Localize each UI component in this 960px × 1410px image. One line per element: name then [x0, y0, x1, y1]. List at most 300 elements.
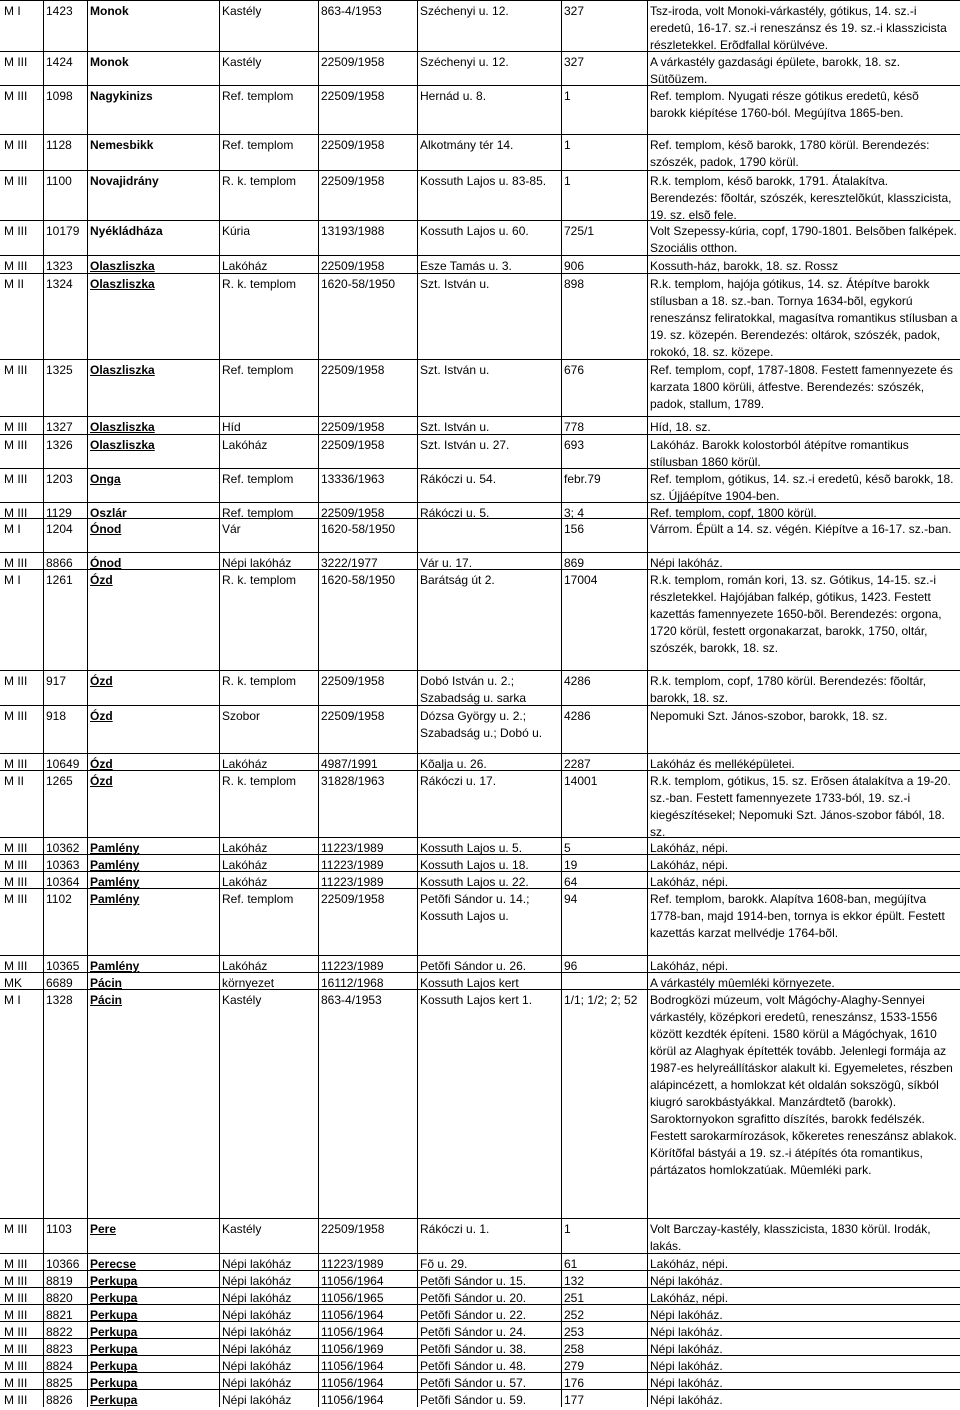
- monument-type-cell: Népi lakóház: [222, 1257, 292, 1271]
- settlement-cell: Pamlény: [90, 858, 140, 872]
- id-cell: 8825: [46, 1376, 73, 1390]
- column-divider: [417, 360, 418, 417]
- lot-number-cell: 676: [564, 363, 585, 377]
- description-cell: R.k. templom, hajója gótikus, 14. sz. Átépítve barokk stílusban a 18. sz.-ban. Tornya 1634-bõl, egykorú reneszánsz feliratokkal, magasítva romantikus stílusban a 19. sz. közepén. Berendezés: oltárok, szószék, padok, rokokó, 18. sz. közepe.: [650, 277, 958, 359]
- description-cell: Ref. templom, késõ barokk, 1780 körül. Berendezés: szószék, padok, 1790 körül.: [650, 138, 930, 169]
- column-divider: [219, 171, 220, 221]
- description-cell: Lakóház, népi.: [650, 858, 729, 872]
- column-divider: [87, 1305, 88, 1322]
- settlement-cell: Pamlény: [90, 892, 140, 906]
- column-divider: [87, 86, 88, 135]
- id-cell: 918: [46, 709, 67, 723]
- column-divider: [417, 671, 418, 706]
- id-cell: 1129: [46, 506, 72, 520]
- column-divider: [219, 1373, 220, 1390]
- column-divider: [219, 503, 220, 519]
- column-divider: [87, 469, 88, 503]
- id-cell: 1100: [46, 174, 72, 188]
- column-divider: [417, 221, 418, 256]
- address-cell: Petõfi Sándor u. 48.: [420, 1359, 527, 1373]
- monument-type-cell: Népi lakóház: [222, 1359, 292, 1373]
- id-cell: 10179: [46, 224, 80, 238]
- table-row: [0, 1304, 960, 1322]
- column-divider: [219, 671, 220, 706]
- address-cell: Kossuth Lajos u. 83-85.: [420, 174, 547, 188]
- column-divider: [561, 990, 562, 1219]
- column-divider: [417, 1219, 418, 1254]
- column-divider: [219, 956, 220, 973]
- id-cell: 6689: [46, 976, 73, 990]
- monument-type-cell: Ref. templom: [222, 138, 294, 152]
- id-cell: 10365: [46, 959, 80, 973]
- lot-number-cell: 14001: [564, 774, 598, 788]
- lot-number-cell: 251: [564, 1291, 585, 1305]
- address-cell: Petõfi Sándor u. 15.: [420, 1274, 527, 1288]
- column-divider: [417, 754, 418, 771]
- column-divider: [417, 435, 418, 469]
- address-cell: Kossuth Lajos kert 1.: [420, 993, 533, 1007]
- column-divider: [417, 838, 418, 855]
- column-divider: [219, 469, 220, 503]
- decree-cell: 13193/1988: [321, 224, 385, 238]
- lot-number-cell: 19: [564, 858, 578, 872]
- monument-type-cell: Lakóház: [222, 875, 268, 889]
- settlement-cell: Perkupa: [90, 1325, 138, 1339]
- description-cell: Lakóház, népi.: [650, 1291, 729, 1305]
- description-cell: Kossuth-ház, barokk, 18. sz. Rossz: [650, 259, 839, 273]
- description-cell: Bodrogközi múzeum, volt Mágóchy-Alaghy-Sennyei várkastély, középkori eredetû, reneszánsz, 1533-1556 között kezdték építeni. 1580 körül a Mágóchyak, 1610 körül az Alaghyak építették tovább. Jelenlegi formája az 1987-es helyreállításkor alakult ki. Egyemeletes, részben alápincézett, a homlokzat két oldalán sokszögû, síkból kiugró sarokbástyákkal. Manzárdtetõ (barokk). Saroktornyokon sgrafitto díszítés, barokk fedélszék. Festett sarokarmírozások, kõkeretes reneszánsz ablakok. Körítõfal bástyái a 19. sz.-i átépítés óta romantikus, pártázatos homlokzatúak. Mûemléki park.: [650, 993, 957, 1177]
- id-cell: 1325: [46, 363, 73, 377]
- description-cell: Népi lakóház.: [650, 1274, 723, 1288]
- category-cell: M III: [4, 472, 28, 486]
- settlement-cell: Perkupa: [90, 1376, 138, 1390]
- id-cell: 1098: [46, 89, 73, 103]
- lot-number-cell: 94: [564, 892, 578, 906]
- address-cell: Szt. István u.: [420, 363, 490, 377]
- lot-number-cell: 869: [564, 556, 585, 570]
- column-divider: [219, 1356, 220, 1373]
- description-cell: R.k. templom, késõ barokk, 1791. Átalakítva. Berendezés: fõoltár, szószék, keresztelõkút, klasszicista, 19. sz. elsõ fele.: [650, 174, 952, 222]
- column-divider: [219, 256, 220, 274]
- table-row: [0, 359, 960, 417]
- id-cell: 10362: [46, 841, 80, 855]
- description-cell: Lakóház és melléképületei.: [650, 757, 795, 771]
- column-divider: [417, 52, 418, 86]
- table-row: [0, 1338, 960, 1356]
- column-divider: [43, 1288, 44, 1305]
- table-row: [0, 468, 960, 503]
- decree-cell: 11056/1964: [321, 1359, 384, 1373]
- table-row: [0, 0, 960, 52]
- column-divider: [417, 855, 418, 872]
- monument-type-cell: Ref. templom: [222, 472, 294, 486]
- id-cell: 1324: [46, 277, 73, 291]
- address-cell: Alkotmány tér 14.: [420, 138, 514, 152]
- monument-type-cell: Népi lakóház: [222, 556, 292, 570]
- address-cell: Petõfi Sándor u. 20.: [420, 1291, 527, 1305]
- table-row: [0, 51, 960, 86]
- column-divider: [43, 360, 44, 417]
- lot-number-cell: 1: [564, 174, 571, 188]
- column-divider: [43, 889, 44, 956]
- category-cell: M III: [4, 1308, 28, 1322]
- category-cell: M III: [4, 174, 28, 188]
- id-cell: 10364: [46, 875, 80, 889]
- settlement-cell: Oszlár: [90, 506, 127, 520]
- monument-type-cell: környezet: [222, 976, 275, 990]
- decree-cell: 11056/1964: [321, 1325, 384, 1339]
- column-divider: [87, 256, 88, 274]
- category-cell: M III: [4, 138, 28, 152]
- address-cell: Petõfi Sándor u. 22.: [420, 1308, 527, 1322]
- monument-type-cell: Lakóház: [222, 858, 268, 872]
- table-row: [0, 273, 960, 360]
- column-divider: [87, 1254, 88, 1271]
- description-cell: Népi lakóház.: [650, 1342, 723, 1356]
- column-divider: [43, 1219, 44, 1254]
- id-cell: 1323: [46, 259, 73, 273]
- column-divider: [87, 1219, 88, 1254]
- table-row: [0, 1253, 960, 1271]
- column-divider: [219, 360, 220, 417]
- column-divider: [417, 553, 418, 570]
- decree-cell: 22509/1958: [321, 363, 385, 377]
- table-row: [0, 1389, 960, 1407]
- column-divider: [417, 256, 418, 274]
- lot-number-cell: 725/1: [564, 224, 595, 238]
- column-divider: [417, 86, 418, 135]
- lot-number-cell: 1: [564, 89, 571, 103]
- description-cell: Lakóház, népi.: [650, 959, 729, 973]
- column-divider: [219, 570, 220, 671]
- lot-number-cell: 778: [564, 420, 585, 434]
- monument-type-cell: Népi lakóház: [222, 1291, 292, 1305]
- address-cell: Esze Tamás u. 3.: [420, 259, 512, 273]
- monument-type-cell: Ref. templom: [222, 892, 294, 906]
- monument-type-cell: Kastély: [222, 993, 262, 1007]
- column-divider: [87, 435, 88, 469]
- category-cell: M III: [4, 438, 28, 452]
- lot-number-cell: 5: [564, 841, 571, 855]
- category-cell: M III: [4, 1359, 28, 1373]
- monument-type-cell: Lakóház: [222, 438, 268, 452]
- id-cell: 1424: [46, 55, 73, 69]
- address-cell: Kossuth Lajos u. 22.: [420, 875, 529, 889]
- settlement-cell: Olaszliszka: [90, 363, 155, 377]
- decree-cell: 11223/1989: [321, 858, 384, 872]
- column-divider: [43, 1271, 44, 1288]
- column-divider: [43, 256, 44, 274]
- column-divider: [417, 135, 418, 171]
- monument-type-cell: Népi lakóház: [222, 1342, 292, 1356]
- column-divider: [87, 1390, 88, 1407]
- id-cell: 8826: [46, 1393, 73, 1407]
- monument-type-cell: Kastély: [222, 4, 262, 18]
- description-cell: Lakóház, népi.: [650, 841, 729, 855]
- settlement-cell: Nemesbikk: [90, 138, 154, 152]
- decree-cell: 11223/1989: [321, 841, 384, 855]
- column-divider: [87, 990, 88, 1219]
- description-cell: Ref. templom. Nyugati része gótikus eredetû, késõ barokk kiépítése 1760-ból. Megújítva 1865-ben.: [650, 89, 919, 120]
- column-divider: [43, 838, 44, 855]
- column-divider: [647, 973, 648, 990]
- monument-type-cell: R. k. templom: [222, 174, 297, 188]
- lot-number-cell: 1: [564, 1222, 571, 1236]
- settlement-cell: Perkupa: [90, 1342, 138, 1356]
- address-cell: Hernád u. 8.: [420, 89, 487, 103]
- column-divider: [417, 706, 418, 754]
- id-cell: 8821: [46, 1308, 73, 1322]
- category-cell: M III: [4, 420, 28, 434]
- column-divider: [417, 503, 418, 519]
- description-cell: Várrom. Épült a 14. sz. végén. Kiépítve a 16-17. sz.-ban.: [650, 522, 952, 536]
- id-cell: 1103: [46, 1222, 72, 1236]
- monument-type-cell: Lakóház: [222, 841, 268, 855]
- lot-number-cell: 1/1; 1/2; 2; 52: [564, 993, 638, 1007]
- lot-number-cell: febr.79: [564, 472, 601, 486]
- table-row: [0, 1321, 960, 1339]
- table-row: [0, 989, 960, 1219]
- column-divider: [87, 1288, 88, 1305]
- id-cell: 10366: [46, 1257, 80, 1271]
- description-cell: Népi lakóház.: [650, 556, 723, 570]
- id-cell: 1203: [46, 472, 73, 486]
- decree-cell: 22509/1958: [321, 55, 385, 69]
- monument-type-cell: R. k. templom: [222, 277, 297, 291]
- id-cell: 10363: [46, 858, 80, 872]
- description-cell: Nepomuki Szt. János-szobor, barokk, 18. sz.: [650, 709, 888, 723]
- settlement-cell: Monok: [90, 55, 129, 69]
- monument-type-cell: Híd: [222, 420, 241, 434]
- category-cell: M III: [4, 55, 28, 69]
- column-divider: [43, 274, 44, 360]
- column-divider: [43, 417, 44, 435]
- column-divider: [43, 956, 44, 973]
- description-cell: Népi lakóház.: [650, 1359, 723, 1373]
- description-cell: R.k. templom, gótikus, 15. sz. Erõsen átalakítva a 19-20. sz.-ban. Festett famennyezete 1733-ból, 19. sz.-i kiegészítésekel; Nepomuki Szt. János-szobor fából, 18. sz.: [650, 774, 951, 839]
- address-cell: Szt. István u.: [420, 420, 490, 434]
- settlement-cell: Perecse: [90, 1257, 137, 1271]
- settlement-cell: Ózd: [90, 757, 113, 771]
- lot-number-cell: 252: [564, 1308, 585, 1322]
- column-divider: [417, 274, 418, 360]
- category-cell: MK: [4, 976, 22, 990]
- column-divider: [87, 171, 88, 221]
- description-cell: Lakóház, népi.: [650, 875, 729, 889]
- table-row: [0, 972, 960, 990]
- column-divider: [87, 956, 88, 973]
- decree-cell: 22509/1958: [321, 174, 385, 188]
- lot-number-cell: 693: [564, 438, 585, 452]
- id-cell: 1423: [46, 4, 73, 18]
- monument-type-cell: Népi lakóház: [222, 1393, 292, 1407]
- column-divider: [318, 990, 319, 1219]
- column-divider: [417, 1339, 418, 1356]
- description-cell: Tsz-iroda, volt Monoki-várkastély, gótikus, 14. sz.-i eredetû, 16-17. sz.-i reneszánsz és 19. sz.-i klasszicista részletekkel. Erõdfallal körülvéve.: [650, 4, 947, 52]
- table-row: [0, 888, 960, 956]
- table-row: [0, 854, 960, 872]
- column-divider: [87, 360, 88, 417]
- column-divider: [43, 135, 44, 171]
- monument-type-cell: Vár: [222, 522, 241, 536]
- column-divider: [43, 1339, 44, 1356]
- description-cell: A várkastély gazdasági épülete, barokk, 18. sz. Sütõüzem.: [650, 55, 901, 86]
- column-divider: [219, 1390, 220, 1407]
- column-divider: [43, 771, 44, 838]
- column-divider: [87, 889, 88, 956]
- category-cell: M III: [4, 259, 28, 273]
- column-divider: [87, 872, 88, 889]
- table-row: [0, 134, 960, 171]
- table-row: [0, 170, 960, 221]
- column-divider: [43, 503, 44, 519]
- monument-type-cell: Kúria: [222, 224, 251, 238]
- lot-number-cell: 17004: [564, 573, 598, 587]
- column-divider: [219, 221, 220, 256]
- column-divider: [219, 519, 220, 553]
- table-row: [0, 955, 960, 973]
- decree-cell: 22509/1958: [321, 438, 385, 452]
- column-divider: [417, 1373, 418, 1390]
- id-cell: 1327: [46, 420, 73, 434]
- column-divider: [87, 570, 88, 671]
- category-cell: M I: [4, 993, 21, 1007]
- description-cell: Volt Szepessy-kúria, copf, 1790-1801. Belsõben falképek. Szociális otthon.: [650, 224, 957, 255]
- column-divider: [219, 838, 220, 855]
- column-divider: [87, 855, 88, 872]
- category-cell: M III: [4, 757, 28, 771]
- lot-number-cell: 156: [564, 522, 585, 536]
- monument-type-cell: Ref. templom: [222, 89, 294, 103]
- settlement-cell: Pácin: [90, 976, 123, 990]
- column-divider: [417, 519, 418, 553]
- lot-number-cell: 279: [564, 1359, 585, 1373]
- decree-cell: 11223/1989: [321, 959, 384, 973]
- column-divider: [219, 1305, 220, 1322]
- settlement-cell: Perkupa: [90, 1393, 138, 1407]
- id-cell: 8866: [46, 556, 73, 570]
- column-divider: [219, 889, 220, 956]
- description-cell: A várkastély mûemléki környezete.: [650, 976, 835, 990]
- decree-cell: 22509/1958: [321, 259, 385, 273]
- column-divider: [417, 1, 418, 52]
- id-cell: 1328: [46, 993, 73, 1007]
- settlement-cell: Pácin: [90, 993, 123, 1007]
- category-cell: M III: [4, 841, 28, 855]
- column-divider: [417, 1322, 418, 1339]
- id-cell: 1261: [46, 573, 73, 587]
- column-divider: [219, 52, 220, 86]
- column-divider: [87, 1356, 88, 1373]
- address-cell: Széchenyi u. 12.: [420, 4, 509, 18]
- column-divider: [43, 1, 44, 52]
- settlement-cell: Pamlény: [90, 841, 140, 855]
- decree-cell: 1620-58/1950: [321, 277, 396, 291]
- column-divider: [417, 990, 418, 1219]
- settlement-cell: Ónod: [90, 522, 122, 536]
- table-row: [0, 670, 960, 706]
- decree-cell: 22509/1958: [321, 709, 385, 723]
- description-cell: Ref. templom, barokk. Alapítva 1608-ban, megújítva 1778-ban, majd 1914-ben, tornya is ekkor épült. Festett kazettás karzat mellvédje 1764-bõl.: [650, 892, 945, 940]
- decree-cell: 11056/1964: [321, 1376, 384, 1390]
- category-cell: M III: [4, 674, 28, 688]
- column-divider: [43, 435, 44, 469]
- monument-type-cell: Ref. templom: [222, 363, 294, 377]
- category-cell: M III: [4, 1291, 28, 1305]
- column-divider: [87, 52, 88, 86]
- decree-cell: 11056/1965: [321, 1291, 384, 1305]
- column-divider: [87, 973, 88, 990]
- address-cell: Kossuth Lajos u. 5.: [420, 841, 523, 855]
- settlement-cell: Perkupa: [90, 1359, 138, 1373]
- decree-cell: 11056/1964: [321, 1274, 384, 1288]
- description-cell: Lakóház. Barokk kolostorból átépítve romantikus stílusban 1860 körül.: [650, 438, 909, 469]
- monument-type-cell: Lakóház: [222, 259, 268, 273]
- category-cell: M III: [4, 959, 28, 973]
- column-divider: [219, 1322, 220, 1339]
- address-cell: Fõ u. 29.: [420, 1257, 468, 1271]
- column-divider: [417, 1390, 418, 1407]
- lot-number-cell: 253: [564, 1325, 585, 1339]
- description-cell: Népi lakóház.: [650, 1325, 723, 1339]
- address-cell: Petõfi Sándor u. 59.: [420, 1393, 527, 1407]
- column-divider: [43, 855, 44, 872]
- address-cell: Széchenyi u. 12.: [420, 55, 509, 69]
- column-divider: [43, 1373, 44, 1390]
- monument-type-cell: Népi lakóház: [222, 1325, 292, 1339]
- category-cell: M III: [4, 1342, 28, 1356]
- column-divider: [87, 838, 88, 855]
- description-cell: Volt Barczay-kastély, klasszicista, 1830 körül. Irodák, lakás.: [650, 1222, 931, 1253]
- category-cell: M II: [4, 277, 24, 291]
- id-cell: 8820: [46, 1291, 73, 1305]
- column-divider: [219, 754, 220, 771]
- column-divider: [417, 1356, 418, 1373]
- id-cell: 1128: [46, 138, 72, 152]
- column-divider: [417, 872, 418, 889]
- settlement-cell: Ózd: [90, 709, 113, 723]
- settlement-cell: Nyékládháza: [90, 224, 163, 238]
- column-divider: [87, 519, 88, 553]
- id-cell: 1326: [46, 438, 73, 452]
- category-cell: M I: [4, 522, 21, 536]
- column-divider: [43, 86, 44, 135]
- lot-number-cell: 327: [564, 55, 585, 69]
- address-cell: Barátság út 2.: [420, 573, 495, 587]
- column-divider: [87, 135, 88, 171]
- decree-cell: 11056/1964: [321, 1308, 384, 1322]
- decree-cell: 13336/1963: [321, 472, 385, 486]
- id-cell: 1265: [46, 774, 73, 788]
- column-divider: [219, 435, 220, 469]
- description-cell: Népi lakóház.: [650, 1393, 723, 1407]
- lot-number-cell: 327: [564, 4, 585, 18]
- category-cell: M II: [4, 774, 24, 788]
- table-row: [0, 220, 960, 256]
- decree-cell: 1620-58/1950: [321, 573, 396, 587]
- monument-type-cell: R. k. templom: [222, 774, 297, 788]
- category-cell: M III: [4, 556, 28, 570]
- address-cell: Szt. István u. 27.: [420, 438, 510, 452]
- table-row: [0, 85, 960, 135]
- table-row: [0, 416, 960, 435]
- decree-cell: 1620-58/1950: [321, 522, 396, 536]
- column-divider: [417, 1288, 418, 1305]
- decree-cell: 4987/1991: [321, 757, 378, 771]
- settlement-cell: Perkupa: [90, 1308, 138, 1322]
- column-divider: [43, 990, 44, 1219]
- column-divider: [417, 1254, 418, 1271]
